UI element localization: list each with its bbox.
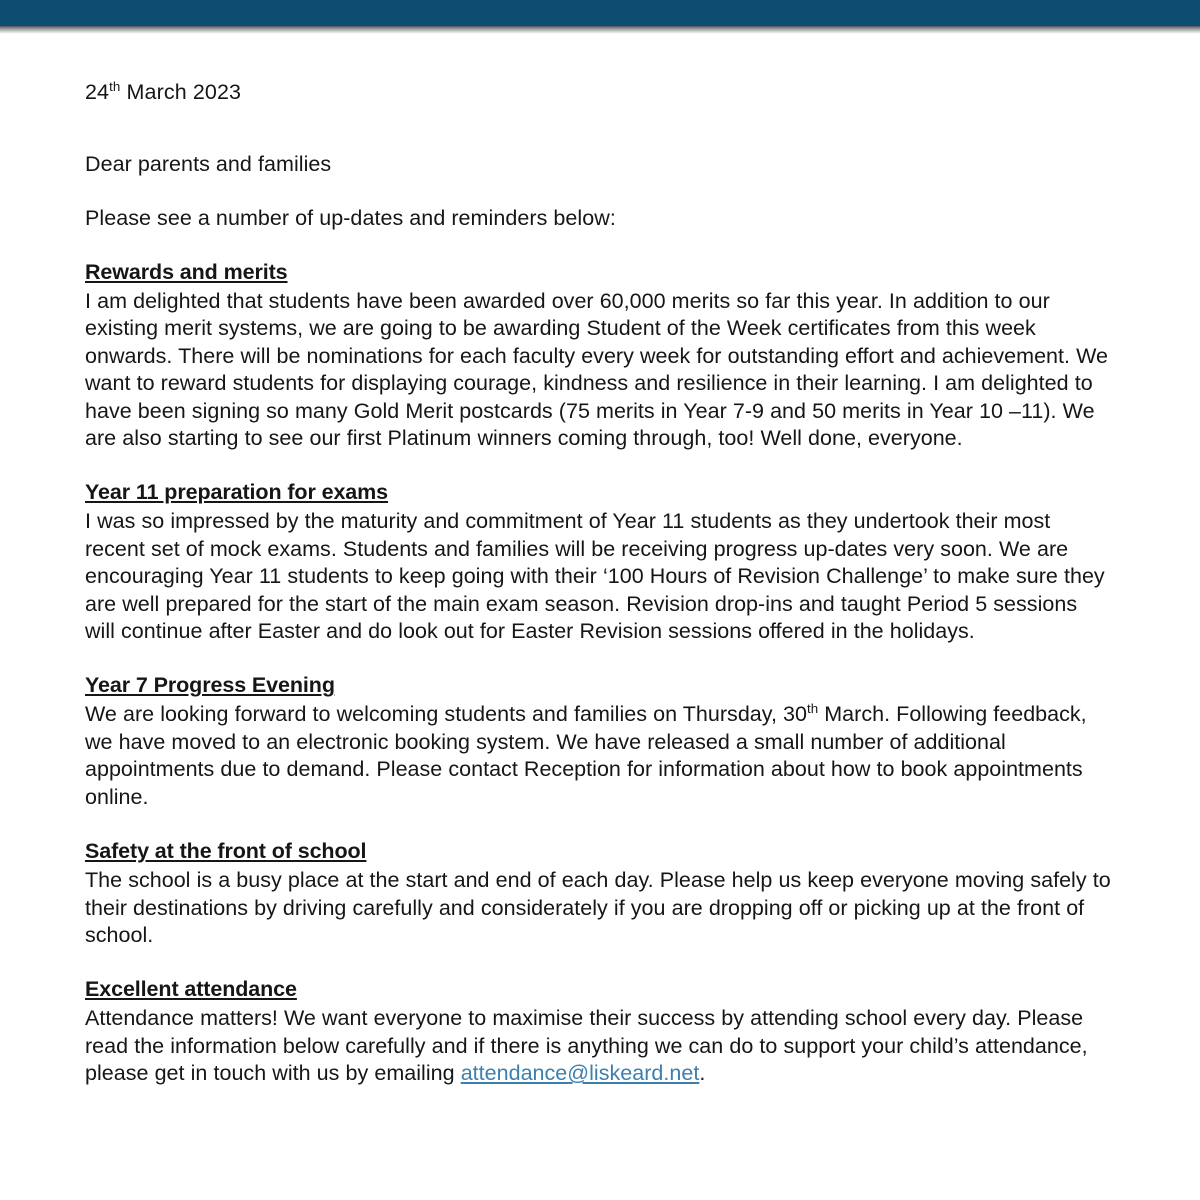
section-body-safety-at-the-front-of-school: The school is a busy place at the start and end of each day. Please help us keep everyone moving safely to their destinations by driving carefully and considerately if you are dropping off or picking up at the front of school. [85,868,1111,947]
letter-salutation: Dear parents and families [85,152,332,176]
section-heading-safety-at-the-front-of-school: Safety at the front of school [85,839,367,864]
section-safety-at-the-front-of-school [85,837,1113,949]
progress-evening-date-ordinal: th [807,701,819,717]
section-body-year-11-preparation-for-exams: I was so impressed by the maturity and commitment of Year 11 students as they undertook their most recent set of mock exams. Students and families will be receiving progress up-dates very soon. We are encouraging Year 11 students to keep going with their ‘100 Hours of Revision Challenge’ to make sure they are well prepared for the start of the main exam season. Revision drop-ins and taught Period 5 sessions will continue after Easter and do look out for Easter Revision sessions offered in the holidays. [85,509,1105,644]
letter-date-rest: March 2023 [120,80,242,104]
section-year-7-progress-evening [85,671,1113,811]
letter-date [85,78,1113,106]
attendance-email-link[interactable]: attendance@liskeard.net [460,1061,700,1086]
section-heading-rewards-and-merits: Rewards and merits [85,260,288,284]
section-excellent-attendance [85,975,1113,1087]
section-body-year-7-progress-evening [85,701,1113,811]
section-body-rewards-and-merits: I am delighted that students have been awarded over 60,000 merits so far this year. In addition to our existing merit systems, we are going to be awarding Student of the Week certificates from this week onwards. There will be nominations for each faculty every week for outstanding effort and achievement. We want to reward students for displaying courage, kindness and resilience in their learning. I am delighted to have been signing so many Gold Merit postcards (75 merits in Year 7-9 and 50 merits in Year 10 –11). We are also starting to see our first Platinum winners coming through, too! Well done, everyone. [85,289,1109,451]
letter-intro: Please see a number of up-dates and reminders below: [85,206,616,230]
letter-date-ordinal: th [109,78,121,94]
attendance-text-before-link: Attendance matters! We want everyone to maximise their success by attending school every day. Please read the information below carefully and if there is anything we can do to support your child’s attendance, please get in touch with us by emailing [85,1006,1088,1086]
letter-date-day: 24 [85,80,110,104]
header-band-shadow [0,26,1200,34]
section-heading-year-7-progress-evening: Year 7 Progress Evening [85,673,335,698]
header-band [0,0,1200,26]
attendance-text-after-link: . [699,1061,706,1086]
progress-evening-text-before-ordinal: We are looking forward to welcoming students and families on Thursday, 30 [85,702,807,727]
section-body-excellent-attendance [85,1005,1113,1087]
section-heading-year-11-preparation-for-exams: Year 11 preparation for exams [85,480,389,505]
section-rewards-and-merits [85,258,1113,452]
section-year-11-preparation-for-exams [85,478,1113,645]
progress-evening-text-after-ordinal: March. Following feedback, we have moved to an electronic booking system. We have released a small number of additional appointments due to demand. Please contact Reception for information about how to book appointments online. [85,702,1087,809]
section-heading-excellent-attendance: Excellent attendance [85,977,297,1002]
letter-content [85,78,1113,1088]
